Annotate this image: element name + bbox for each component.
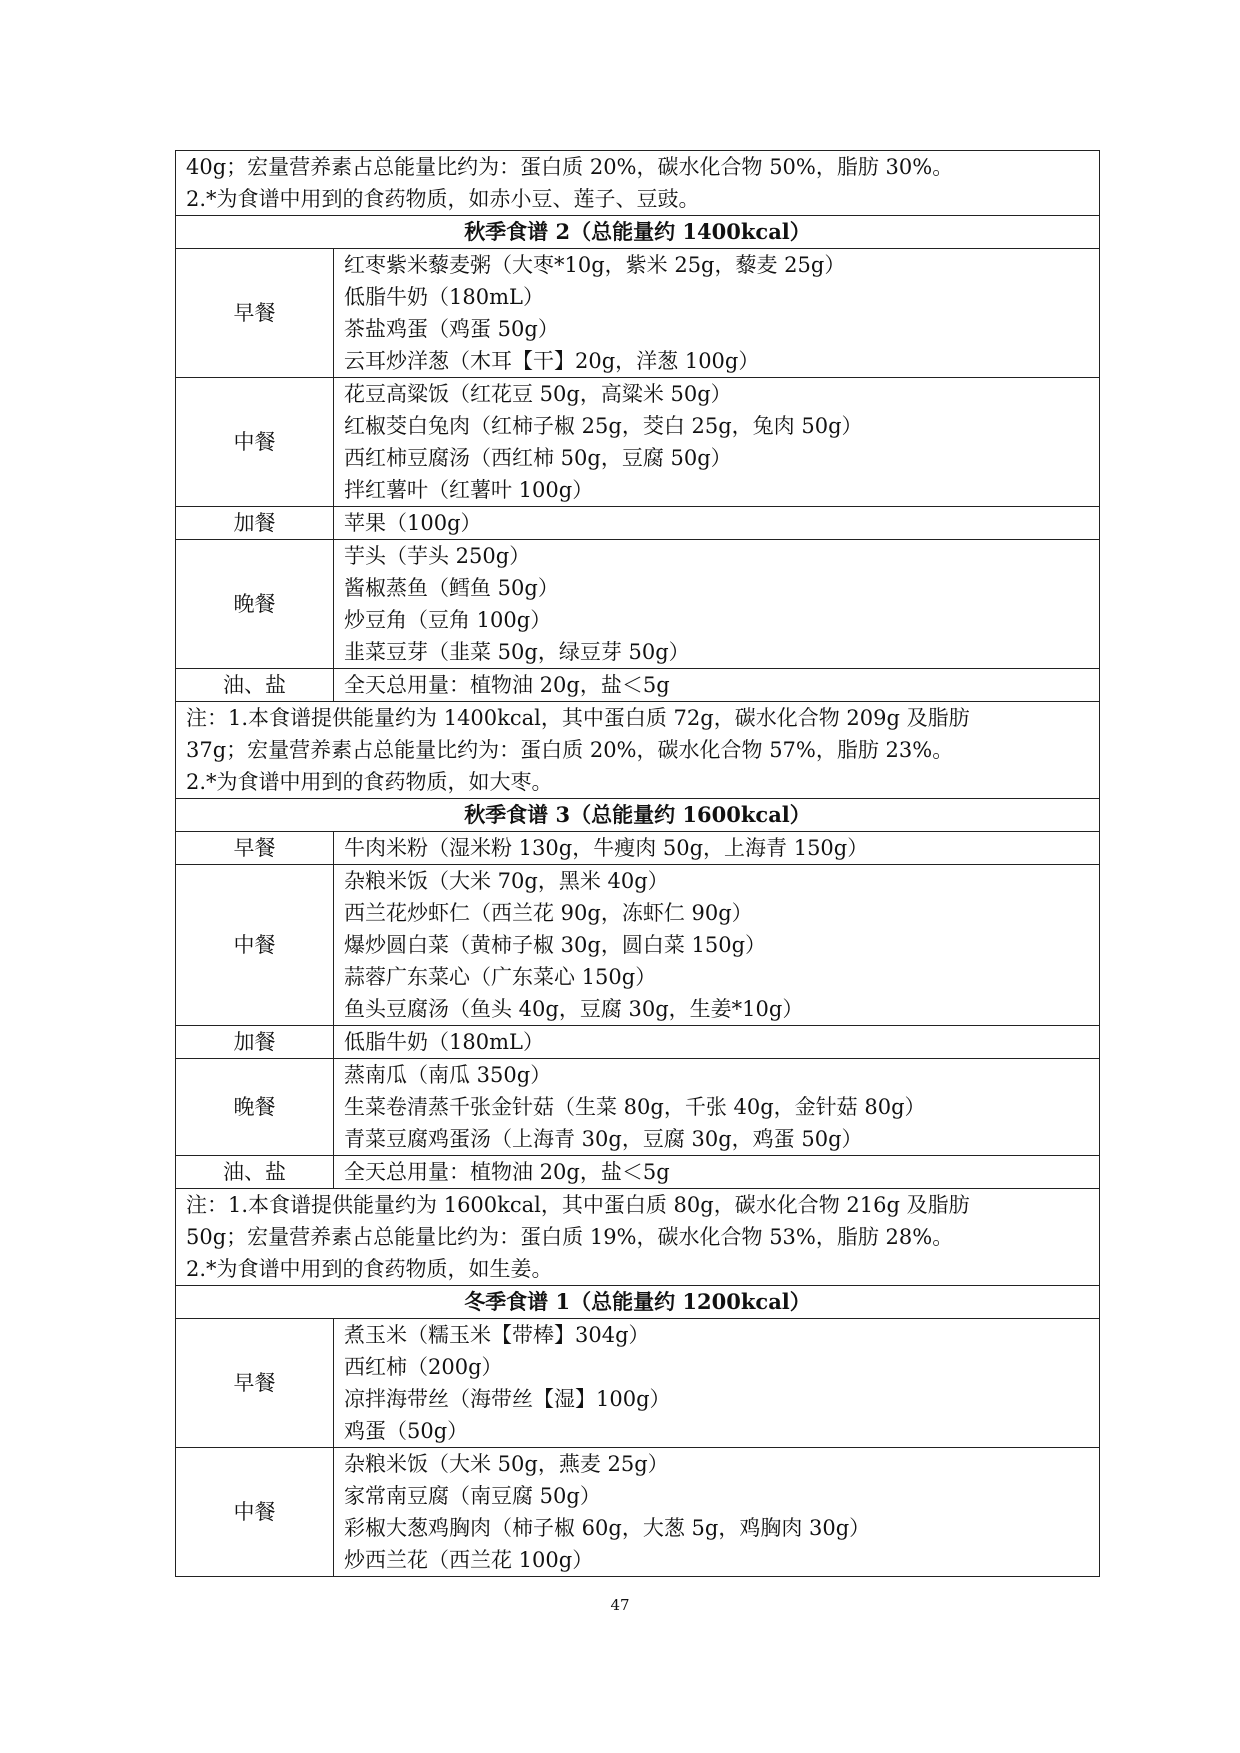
meal-label: 晚餐 <box>176 1059 334 1156</box>
top-note-row <box>176 151 1100 216</box>
meal-items <box>334 1319 1100 1448</box>
meal-items <box>334 1448 1100 1577</box>
meal-row-oil-salt <box>176 669 1100 702</box>
menu-item: 拌红薯叶（红薯叶 100g） <box>344 478 594 502</box>
menu-item: 鸡蛋（50g） <box>344 1419 469 1443</box>
note-line: 注：1.本食谱提供能量约为 1400kcal，其中蛋白质 72g，碳水化合物 209g 及脂肪 <box>186 706 970 730</box>
menu-item: 生菜卷清蒸千张金针菇（生菜 80g，千张 40g，金针菇 80g） <box>344 1095 926 1119</box>
menu-item: 彩椒大葱鸡胸肉（柿子椒 60g，大葱 5g，鸡胸肉 30g） <box>344 1516 871 1540</box>
menu-item: 西兰花炒虾仁（西兰花 90g，冻虾仁 90g） <box>344 901 753 925</box>
menu-item: 红椒茭白兔肉（红柿子椒 25g，茭白 25g，兔肉 50g） <box>344 414 863 438</box>
recipe-note-row <box>176 1189 1100 1286</box>
note-line: 2.*为食谱中用到的食药物质，如赤小豆、莲子、豆豉。 <box>186 187 700 211</box>
menu-item: 家常南豆腐（南豆腐 50g） <box>344 1484 601 1508</box>
menu-item: 凉拌海带丝（海带丝【湿】100g） <box>344 1387 671 1411</box>
menu-item: 苹果（100g） <box>344 511 482 535</box>
top-note <box>176 151 1100 216</box>
recipe-title: 秋季食谱 3（总能量约 1600kcal） <box>176 799 1100 832</box>
menu-item: 花豆高粱饭（红花豆 50g，高粱米 50g） <box>344 382 732 406</box>
meal-label: 晚餐 <box>176 540 334 669</box>
meal-label: 中餐 <box>176 378 334 507</box>
recipe-title: 秋季食谱 2（总能量约 1400kcal） <box>176 216 1100 249</box>
meal-row-dinner <box>176 1059 1100 1156</box>
meal-items <box>334 865 1100 1026</box>
menu-item: 炒西兰花（西兰花 100g） <box>344 1548 594 1572</box>
meal-label: 加餐 <box>176 507 334 540</box>
meal-row-breakfast <box>176 249 1100 378</box>
note-line: 40g；宏量营养素占总能量比约为：蛋白质 20%，碳水化合物 50%，脂肪 30%。 <box>186 155 954 179</box>
menu-item: 红枣紫米藜麦粥（大枣*10g，紫米 25g，藜麦 25g） <box>344 253 846 277</box>
menu-item: 炒豆角（豆角 100g） <box>344 608 552 632</box>
meal-row-lunch <box>176 1448 1100 1577</box>
meal-row-breakfast <box>176 1319 1100 1448</box>
meal-label: 早餐 <box>176 832 334 865</box>
meal-items <box>334 1059 1100 1156</box>
menu-item: 云耳炒洋葱（木耳【干】20g，洋葱 100g） <box>344 349 760 373</box>
menu-item: 酱椒蒸鱼（鳕鱼 50g） <box>344 576 559 600</box>
recipe-note <box>176 702 1100 799</box>
meal-label: 加餐 <box>176 1026 334 1059</box>
recipe-title: 冬季食谱 1（总能量约 1200kcal） <box>176 1286 1100 1319</box>
meal-items <box>334 507 1100 540</box>
meal-row-snack <box>176 507 1100 540</box>
meal-items <box>334 249 1100 378</box>
menu-item: 全天总用量：植物油 20g，盐＜5g <box>344 673 670 697</box>
menu-item: 蒸南瓜（南瓜 350g） <box>344 1063 552 1087</box>
recipe-note <box>176 1189 1100 1286</box>
menu-item: 西红柿（200g） <box>344 1355 503 1379</box>
note-line: 50g；宏量营养素占总能量比约为：蛋白质 19%，碳水化合物 53%，脂肪 28%。 <box>186 1225 954 1249</box>
menu-item: 芋头（芋头 250g） <box>344 544 531 568</box>
recipe-title-row <box>176 799 1100 832</box>
meal-label: 早餐 <box>176 249 334 378</box>
menu-item: 韭菜豆芽（韭菜 50g，绿豆芽 50g） <box>344 640 690 664</box>
meal-label: 油、盐 <box>176 669 334 702</box>
meal-label: 中餐 <box>176 1448 334 1577</box>
menu-item: 杂粮米饭（大米 70g，黑米 40g） <box>344 869 669 893</box>
recipe-note-row <box>176 702 1100 799</box>
menu-item: 蒜蓉广东菜心（广东菜心 150g） <box>344 965 657 989</box>
menu-item: 茶盐鸡蛋（鸡蛋 50g） <box>344 317 559 341</box>
recipe-title-row <box>176 1286 1100 1319</box>
meal-row-oil-salt <box>176 1156 1100 1189</box>
meal-row-lunch <box>176 378 1100 507</box>
meal-row-snack <box>176 1026 1100 1059</box>
menu-item: 爆炒圆白菜（黄柿子椒 30g，圆白菜 150g） <box>344 933 767 957</box>
meal-label: 中餐 <box>176 865 334 1026</box>
note-line: 37g；宏量营养素占总能量比约为：蛋白质 20%，碳水化合物 57%，脂肪 23%。 <box>186 738 954 762</box>
meal-items <box>334 540 1100 669</box>
meal-row-dinner <box>176 540 1100 669</box>
menu-item: 西红柿豆腐汤（西红柿 50g，豆腐 50g） <box>344 446 732 470</box>
meal-row-breakfast <box>176 832 1100 865</box>
meal-label: 早餐 <box>176 1319 334 1448</box>
menu-item: 鱼头豆腐汤（鱼头 40g，豆腐 30g，生姜*10g） <box>344 997 804 1021</box>
menu-item: 煮玉米（糯玉米【带棒】304g） <box>344 1323 650 1347</box>
menu-item: 杂粮米饭（大米 50g，燕麦 25g） <box>344 1452 669 1476</box>
menu-item: 青菜豆腐鸡蛋汤（上海青 30g，豆腐 30g，鸡蛋 50g） <box>344 1127 863 1151</box>
meal-items <box>334 1156 1100 1189</box>
meal-row-lunch <box>176 865 1100 1026</box>
recipe-title-row <box>176 216 1100 249</box>
recipe-table <box>175 150 1100 1577</box>
meal-items <box>334 378 1100 507</box>
menu-item: 牛肉米粉（湿米粉 130g，牛瘦肉 50g，上海青 150g） <box>344 836 869 860</box>
note-line: 2.*为食谱中用到的食药物质，如生姜。 <box>186 1257 553 1281</box>
page-number: 47 <box>610 1596 630 1614</box>
meal-items <box>334 669 1100 702</box>
meal-label: 油、盐 <box>176 1156 334 1189</box>
menu-item: 低脂牛奶（180mL） <box>344 285 544 309</box>
meal-items <box>334 832 1100 865</box>
menu-item: 低脂牛奶（180mL） <box>344 1030 544 1054</box>
menu-item: 全天总用量：植物油 20g，盐＜5g <box>344 1160 670 1184</box>
note-line: 注：1.本食谱提供能量约为 1600kcal，其中蛋白质 80g，碳水化合物 216g 及脂肪 <box>186 1193 970 1217</box>
meal-items <box>334 1026 1100 1059</box>
note-line: 2.*为食谱中用到的食药物质，如大枣。 <box>186 770 553 794</box>
